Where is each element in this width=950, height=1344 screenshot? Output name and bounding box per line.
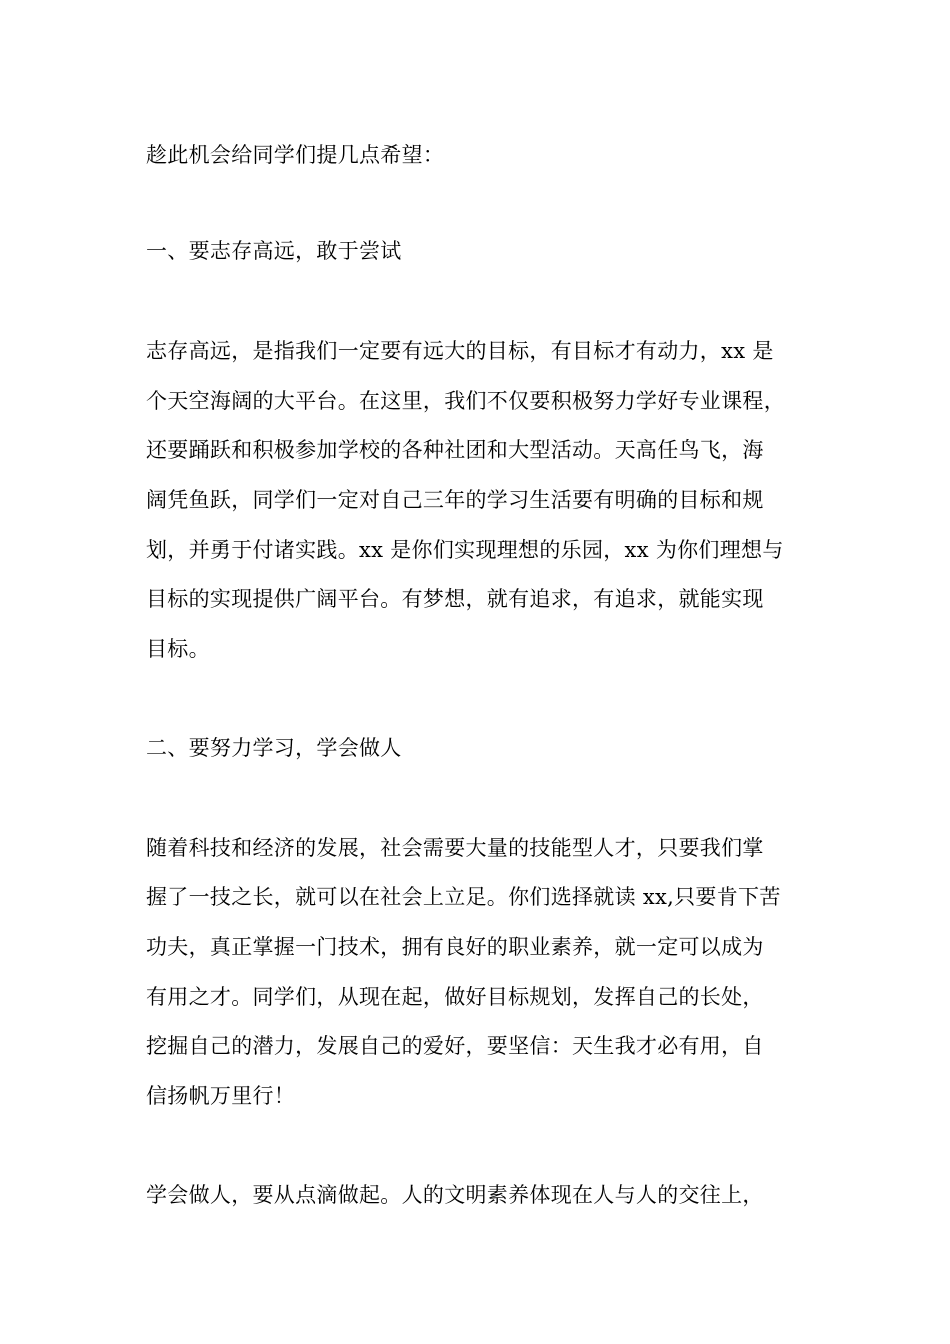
- paragraph-line: 握了一技之长，就可以在社会上立足。你们选择就读 xx,只要肯下苦: [146, 885, 781, 909]
- paragraph-line: 功夫，真正掌握一门技术，拥有良好的职业素养，就一定可以成为: [146, 935, 764, 959]
- section1-heading: 一、要志存高远，敢于尝试: [146, 239, 402, 263]
- section2-heading: 二、要努力学习，学会做人: [146, 736, 402, 760]
- paragraph-line: 阔凭鱼跃，同学们一定对自己三年的学习生活要有明确的目标和规: [146, 488, 764, 512]
- paragraph-line: 个天空海阔的大平台。在这里，我们不仅要积极努力学好专业课程，: [146, 389, 785, 413]
- paragraph-line: 划，并勇于付诸实践。xx 是你们实现理想的乐园，xx 为你们理想与: [146, 538, 784, 562]
- paragraph-line: 学会做人，要从点滴做起。人的文明素养体现在人与人的交往上，: [146, 1183, 764, 1207]
- paragraph-line: 有用之才。同学们，从现在起，做好目标规划，发挥自己的长处，: [146, 985, 764, 1009]
- paragraph-line: 目标。: [146, 637, 210, 661]
- paragraph-line: 目标的实现提供广阔平台。有梦想，就有追求，有追求，就能实现: [146, 587, 764, 611]
- intro-text: 趁此机会给同学们提几点希望：: [146, 143, 445, 167]
- paragraph-line: 信扬帆万里行！: [146, 1084, 296, 1108]
- paragraph-line: 随着科技和经济的发展，社会需要大量的技能型人才，只要我们掌: [146, 836, 764, 860]
- paragraph-line: 还要踊跃和积极参加学校的各种社团和大型活动。天高任鸟飞，海: [146, 438, 764, 462]
- paragraph-line: 挖掘自己的潜力，发展自己的爱好，要坚信：天生我才必有用，自: [146, 1034, 764, 1058]
- paragraph-line: 志存高远，是指我们一定要有远大的目标，有目标才有动力，xx 是: [146, 339, 774, 363]
